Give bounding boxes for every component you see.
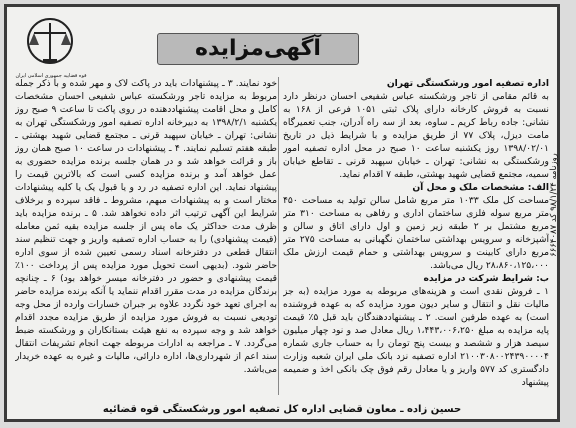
emblem-caption: قوه قضاییه جمهوری اسلامی ایران xyxy=(15,73,87,79)
header-band xyxy=(7,7,557,77)
section-heading: ب: شرایط شرکت در مزایده xyxy=(423,273,549,284)
section-heading: الف: مشخصات ملک و محل آن xyxy=(412,182,549,193)
notice-title: آگهی‌مزایده xyxy=(157,33,359,65)
body-paragraph: خود نمایند. ۳ ـ پیشنهادات باید در پاکت لاک و مهر شده و با ذکر جمله مربوط به مزایده تاجر ورشکسته عباس شفیعی احسان مشخصات کامل و محل اقامت پیشنهاددهنده در روی پاکت تا ساعت ۹ صبح روز یکشنبه ۱۳۹۸/۲/۱ به دبیرخانه اداره تصفیه امور ورشکستگی تهران به نشانی: تهران ـ خیابان سپهبد قرنی ـ مجتمع قضایی شهید بهشتی ـ طبقه هفتم تسلیم نمایند. ۴ ـ پیشنهادات در ساعت ۱۰ صبح همان روز باز و قرائت خواهد شد و در همان جلسه برنده مزایده حضوری به عمل خواهد آمد و برنده مزایده کسی است که بالاترین قیمت را پیشنهاد نماید. این اداره تصفیه در رد و یا قبول یک یا کلیه پیشنهادات مختار است و به پیشنهادات مبهم، مشروط ـ فاقد سپرده و برخلاف شرایط این آگهی ترتیب اثر داده نخواهد شد. ۵ ـ برنده مزایده باید ظرف مدت حداکثر یک ماه پس از جلسه مزایده بقیه ثمن معامله (قیمت پیشنهادی) را به حساب اداره تصفیه واریز و جهت تنظیم سند انتقال قطعی در دفترخانه اسناد رسمی تعیین شده از سوی اداره حاضر شود. (بدیهی است تحویل مورد مزایده پس از پرداخت ۱۰۰٪ قیمت پیشنهادی و حضور در دفترخانه میسر خواهد بود) ۶ ـ چنانچه برندگان مزایده در مدت مقرر اقدام ننماید یا آنکه برنده مزایده حاضر به اجرای تعهد خود نگردد علاوه بر جبران خسارات وارده از محل وجه تودیعی نسبت به فروش مورد مزایده از طریق مزایده مجدد اقدام خواهد شد و وجه سپرده به نفع هیئت بستانکاران و ورشکسته ضبط می‌گردد. ۷ ـ مراجعه به ادارات مربوطه جهت انجام تشریفات انتقال سند اعم از شهرداری‌ها، اداره دارائی، مالیات و غیره به عهده خریدار می‌باشد. xyxy=(15,78,277,375)
left-column xyxy=(15,77,277,395)
notice-body xyxy=(15,77,549,395)
right-column xyxy=(283,77,549,395)
judiciary-emblem-icon xyxy=(21,13,79,73)
auction-notice xyxy=(4,4,560,422)
body-paragraph: به قائم مقامی از تاجر ورشکسته عباس شفیعی احسان درنظر دارد نسبت به فروش کارخانه دارای پلاک ثبتی ۱۰۵۱ فرعی از ۱۶۸ به نشانی: جاده رباط کریم ـ ساوه، بعد از سه راه آدران، جنب تعمیرگاه مامت دیزل، پلاک ۷۷ از طریق مزایده و با شرایط ذیل در تاریخ ۱۳۹۸/۰۲/۰۱ روز یکشنبه ساعت ۱۰ صبح در محل اداره تصفیه امور ورشکستگی به نشانی: تهران ـ خیابان سپهبد قرنی ـ تقاطع خیابان سمیه، مجتمع قضایی شهید بهشتی، طبقه ۷ اقدام نماید. xyxy=(283,91,549,180)
body-paragraph: ۱ ـ فروش نقدی است و هزینه‌های مربوطه به مورد مزایده (به جز مالیات نقل و انتقال و سایر دیون مورد مزایده که به عهده فروشنده است) به عهده طرفین است. ۲ ـ پیشنهاددهندگان باید قبل ۵٪ قیمت پایه مزایده به مبلغ ۱،۴۴۳،۰۰۶،۲۵۰ ریال معادل صد و نود چهار میلیون سیصد هزار و ششصد و بیست پنج تومان را به حساب جاری شماره ۲۱۰۰۳۰۸۰۰۲۴۳۹۰۰۰۰۴ اداره تصفیه نزد بانک ملی ایران شعبه وزارت دادگستری کد ۵۷۷ واریز و یا معادل رقم فوق چک بانکی اخذ و ضمیمه پیشنهاد xyxy=(283,286,549,388)
section-heading: اداره تصفیه امور ورشکستگی تهران xyxy=(386,78,549,89)
column-divider xyxy=(278,77,279,395)
signature-line: حسین زاده ـ معاون قضایی اداره کل تصفیه امور ورشکستگی قوه قضائیه xyxy=(102,404,462,415)
side-strip xyxy=(549,0,576,428)
body-paragraph: مساحت کل ملک ۱۰۳۳ متر مربع شامل سالن تولید به مساحت ۴۵۰ متر مربع سوله فلزی ساختمان اداری و رفاهی به مساحت ۳۱۰ متر مربع مشتمل بر ۲ طبقه زیر زمین و اول دارای اتاق و سالن و آشپزخانه و سرویس بهداشتی ساختمان نگهبانی به مساحت ۲۷۵ متر مربع دارای کابینت و سرویس بهداشتی و حمام قیمت ارزش ملک ۲۸،۸۶۰،۱۲۵،۰۰۰ ریال می‌باشد. xyxy=(283,195,549,271)
side-strip-text: روزنامه ۹۸/۱/۲۴ کد ۶۶۶۴۰۸۷ xyxy=(549,153,559,257)
